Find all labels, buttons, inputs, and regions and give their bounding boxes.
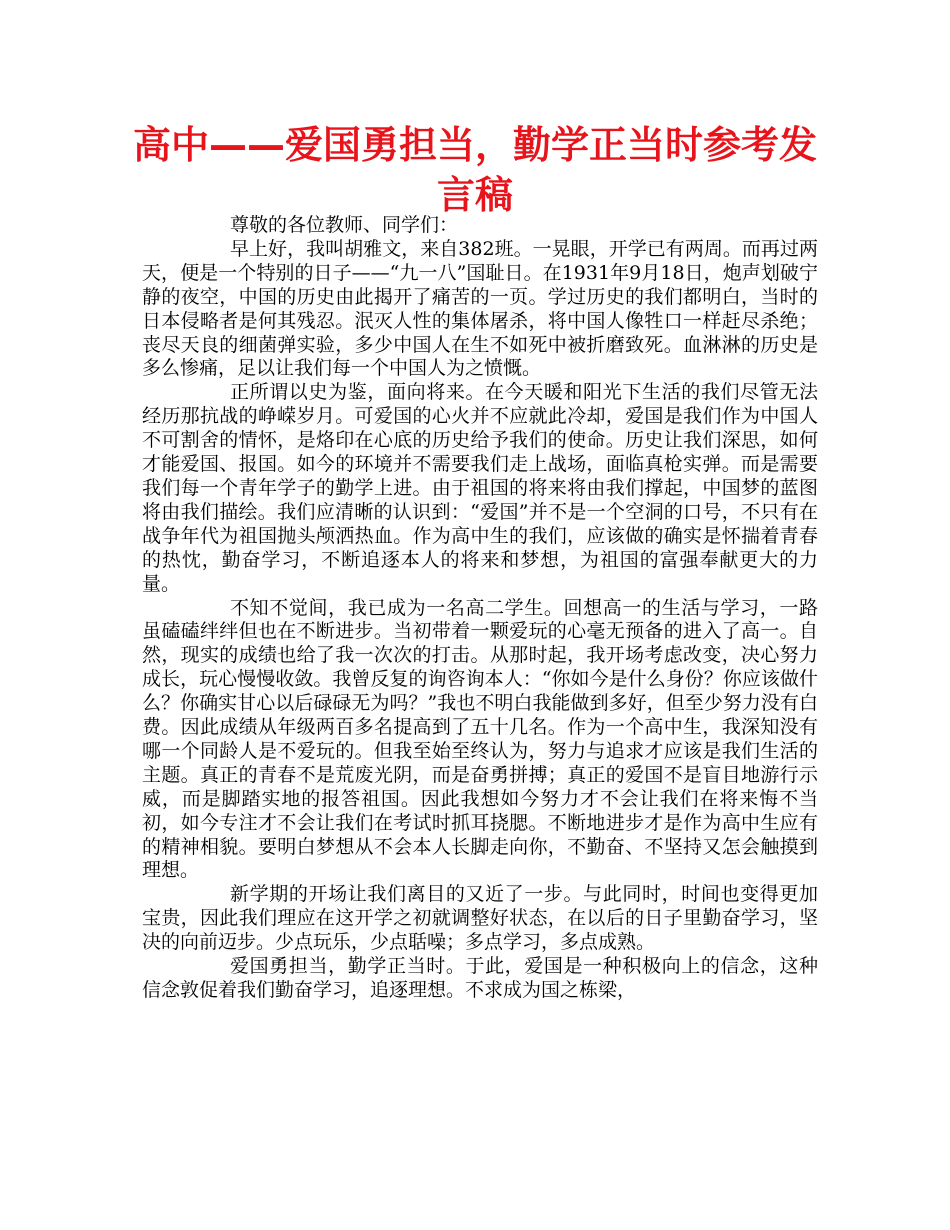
salutation-paragraph: 尊敬的各位教师、同学们： <box>230 214 459 236</box>
body-paragraph: 新学期的开场让我们离目的又近了一步。与此同时，时间也变得更加宝贵，因此我们理应在这开学之初就调整好状态，在以后的日子里勤奋学习，坚决的向前迈步。少点玩乐，少点聒噪；多点学习，多点成熟。 <box>142 883 818 954</box>
body-paragraph: 不知不觉间，我已成为一名高二学生。回想高一的生活与学习，一路虽磕磕绊绊但也在不断进步。当初带着一颗爱玩的心毫无预备的进入了高一。自然，现实的成绩也给了我一次次的打击。从那时起，我开场考虑改变，决心努力成长，玩心慢慢收敛。我曾反复的询咨询本人：“你如今是什么身份？你应该做什么？你确实甘心以后碌碌无为吗？”我也不明白我能做到多好，但至少努力没有白费。因此成绩从年级两百多名提高到了五十几名。作为一个高中生，我深知没有哪一个同龄人是不爱玩的。但我至始至终认为，努力与追求才应该是我们生活的主题。真正的青春不是荒废光阴，而是奋勇拼搏；真正的爱国不是盲目地游行示威，而是脚踏实地的报答祖国。因此我想如今努力才不会让我们在将来悔不当初，如今专注才不会让我们在考试时抓耳挠腮。不断地进步才是作为高中生应有的精神相貌。要明白梦想从不会本人长脚走向你，不勤奋、不坚持又怎会触摸到理想。 <box>142 596 818 882</box>
body-paragraph: 正所谓以史为鉴，面向将来。在今天暖和阳光下生活的我们尽管无法经历那抗战的峥嵘岁月。可爱国的心火并不应就此冷却，爱国是我们作为中国人不可割舍的情怀，是烙印在心底的历史给予我们的使命。历史让我们深思，如何才能爱国、报国。如今的环境并不需要我们走上战场，面临真枪实弹。而是需要我们每一个青年学子的勤学上进。由于祖国的将来将由我们撑起，中国梦的蓝图将由我们描绘。我们应清晰的认识到：“爱国”并不是一个空洞的口号，不只有在战争年代为祖国抛头颅洒热血。作为高中生的我们，应该做的确实是怀揣着青春的热忱，勤奋学习，不断追逐本人的将来和梦想，为祖国的富强奉献更大的力量。 <box>142 381 818 595</box>
document-body <box>142 214 818 1003</box>
page-title: 高中——爱国勇担当，勤学正当时参考发言稿 <box>132 123 817 217</box>
body-paragraph: 早上好，我叫胡雅文，来自382班。一晃眼，开学已有两周。而再过两天，便是一个特别的日子——“九一八”国耻日。在1931年9月18日，炮声划破宁静的夜空，中国的历史由此揭开了痛苦的一页。学过历史的我们都明白，当时的日本侵略者是何其残忍。泯灭人性的集体屠杀，将中国人像牲口一样赶尽杀绝；丧尽天良的细菌弹实验，多少中国人在生不如死中被折磨致死。血淋淋的历史是多么惨痛，足以让我们每一个中国人为之愤慨。 <box>142 237 818 380</box>
body-paragraph: 爱国勇担当，勤学正当时。于此，爱国是一种积极向上的信念，这种信念敦促着我们勤奋学习，追逐理想。不求成为国之栋梁， <box>142 955 818 1001</box>
